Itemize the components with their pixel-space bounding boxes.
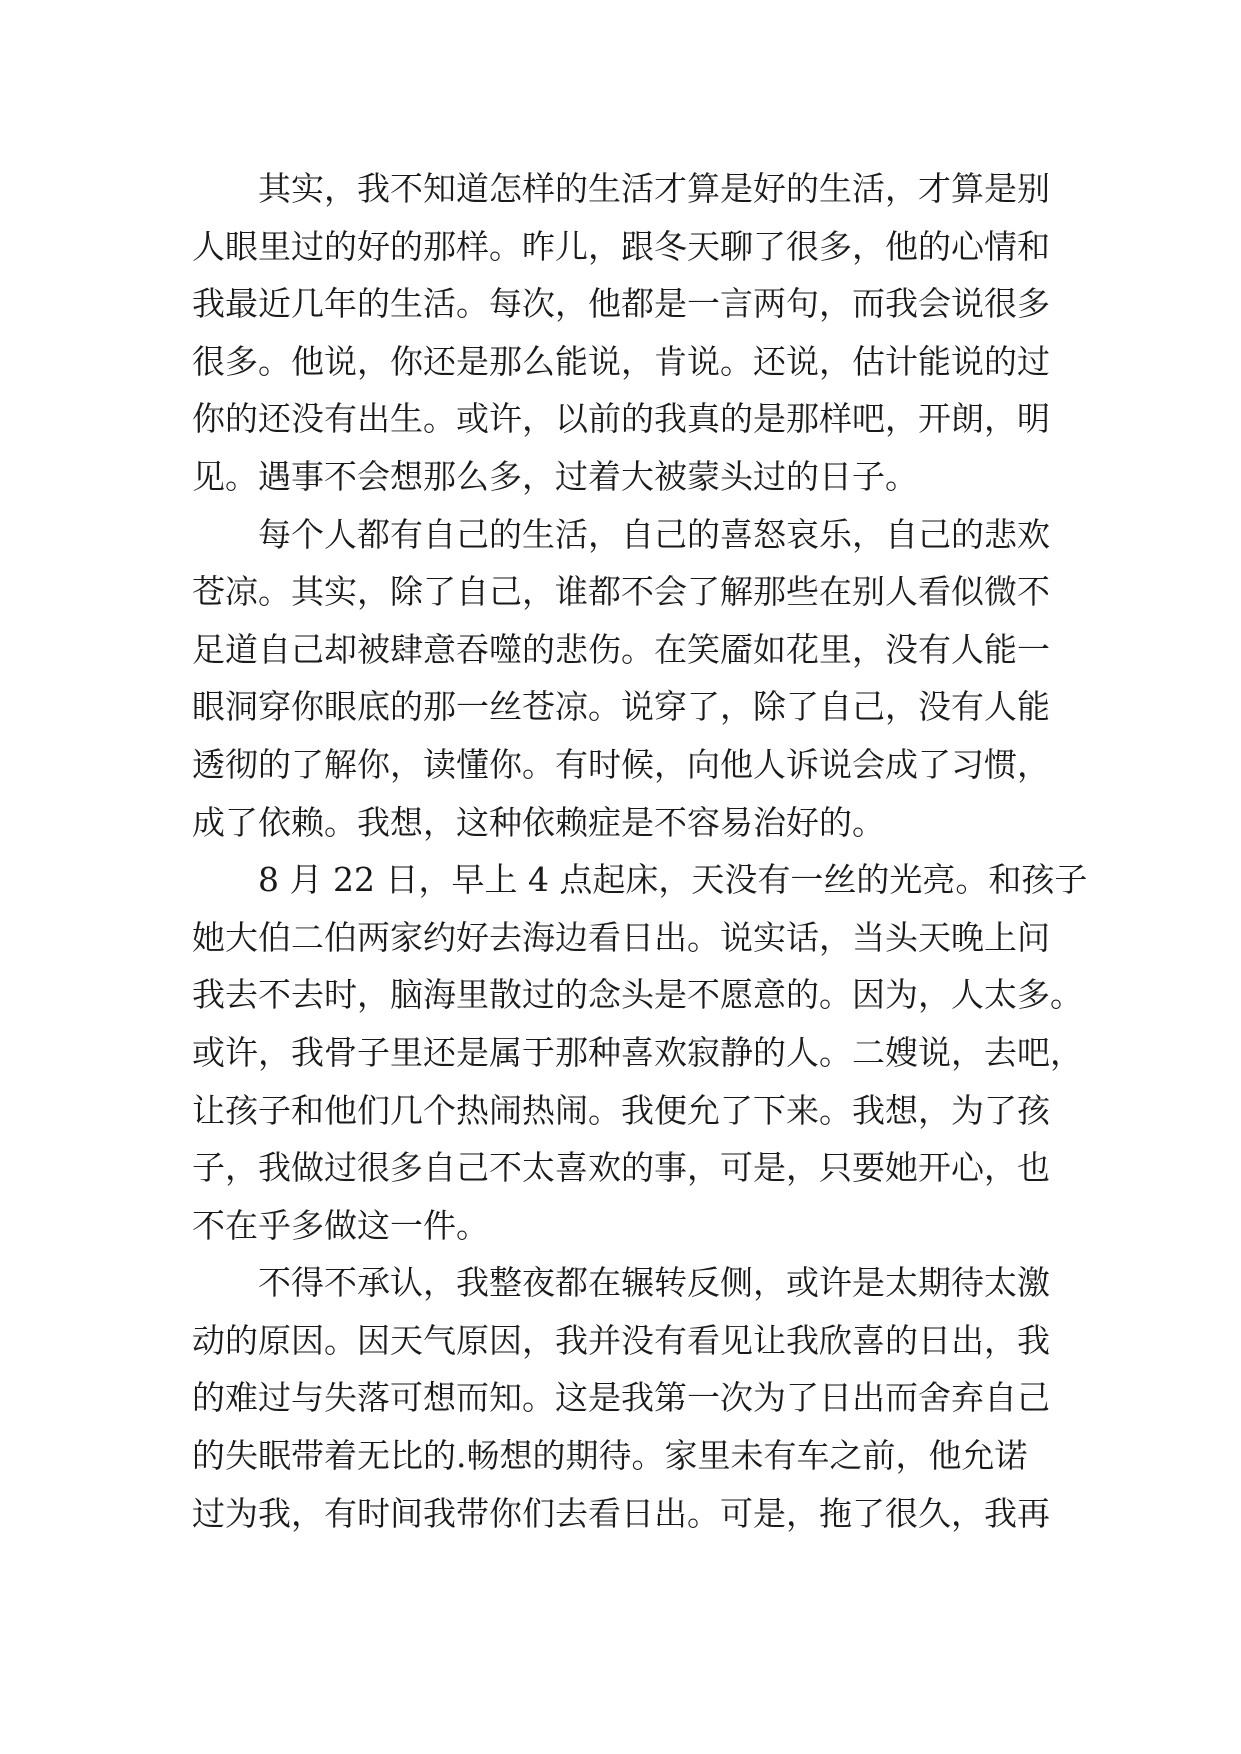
- paragraph-1-line-1: 其实，我不知道怎样的生活才算是好的生活，才算是别: [258, 169, 1050, 208]
- paragraph-2-line-2: 苍凉。其实，除了自己，谁都不会了解那些在别人看似微不: [192, 572, 1050, 612]
- paragraph-2-line-5: 透彻的了解你，读懂你。有时候，向他人诉说会成了习惯，: [192, 744, 1050, 784]
- paragraph-3-line-3: 我去不去时，脑海里散过的念头是不愿意的。因为，人太多。: [192, 975, 1083, 1015]
- paragraph-2-line-4: 眼洞穿你眼底的那一丝苍凉。说穿了，除了自己，没有人能: [192, 687, 1050, 727]
- paragraph-4-line-4: 的失眠带着无比的.畅想的期待。家里未有车之前，他允诺: [192, 1436, 1028, 1476]
- paragraph-4-line-5: 过为我，有时间我带你们去看日出。可是，拖了很久，我再: [192, 1493, 1050, 1533]
- paragraph-3-line-4: 或许，我骨子里还是属于那种喜欢寂静的人。二嫂说，去吧，: [192, 1032, 1083, 1072]
- paragraph-1-line-4: 很多。他说，你还是那么能说，肯说。还说，估计能说的过: [192, 341, 1050, 381]
- body-text: [192, 160, 1088, 1542]
- paragraph-4-line-3: 的难过与失落可想而知。这是我第一次为了日出而舍弃自己: [192, 1378, 1050, 1418]
- paragraph-3-line-2: 她大伯二伯两家约好去海边看日出。说实话，当头天晚上问: [192, 917, 1050, 957]
- paragraph-3-line-6: 子，我做过很多自己不太喜欢的事，可是，只要她开心，也: [192, 1148, 1050, 1188]
- paragraph-2-line-3: 足道自己却被肆意吞噬的悲伤。在笑靥如花里，没有人能一: [192, 629, 1050, 669]
- paragraph-3-line-7: 不在乎多做这一件。: [192, 1205, 489, 1245]
- paragraph-3-line-1: 8 月 22 日，早上 4 点起床，天没有一丝的光亮。和孩子: [258, 860, 1088, 900]
- paragraph-2-line-6: 成了依赖。我想，这种依赖症是不容易治好的。: [192, 802, 885, 842]
- paragraph-2-line-1: 每个人都有自己的生活，自己的喜怒哀乐，自己的悲欢: [258, 514, 1050, 554]
- paragraph-4-line-1: 不得不承认，我整夜都在辗转反侧，或许是太期待太激: [258, 1263, 1050, 1303]
- paragraph-3-line-5: 让孩子和他们几个热闹热闹。我便允了下来。我想，为了孩: [192, 1090, 1050, 1130]
- paragraph-1-line-2: 人眼里过的好的那样。昨儿，跟冬天聊了很多，他的心情和: [192, 226, 1050, 266]
- paragraph-1-line-5: 你的还没有出生。或许，以前的我真的是那样吧，开朗，明: [192, 399, 1050, 439]
- paragraph-1-line-3: 我最近几年的生活。每次，他都是一言两句，而我会说很多: [192, 284, 1050, 324]
- paragraph-4-line-2: 动的原因。因天气原因，我并没有看见让我欣喜的日出，我: [192, 1320, 1050, 1360]
- paragraph-1-line-6: 见。遇事不会想那么多，过着大被蒙头过的日子。: [192, 456, 918, 496]
